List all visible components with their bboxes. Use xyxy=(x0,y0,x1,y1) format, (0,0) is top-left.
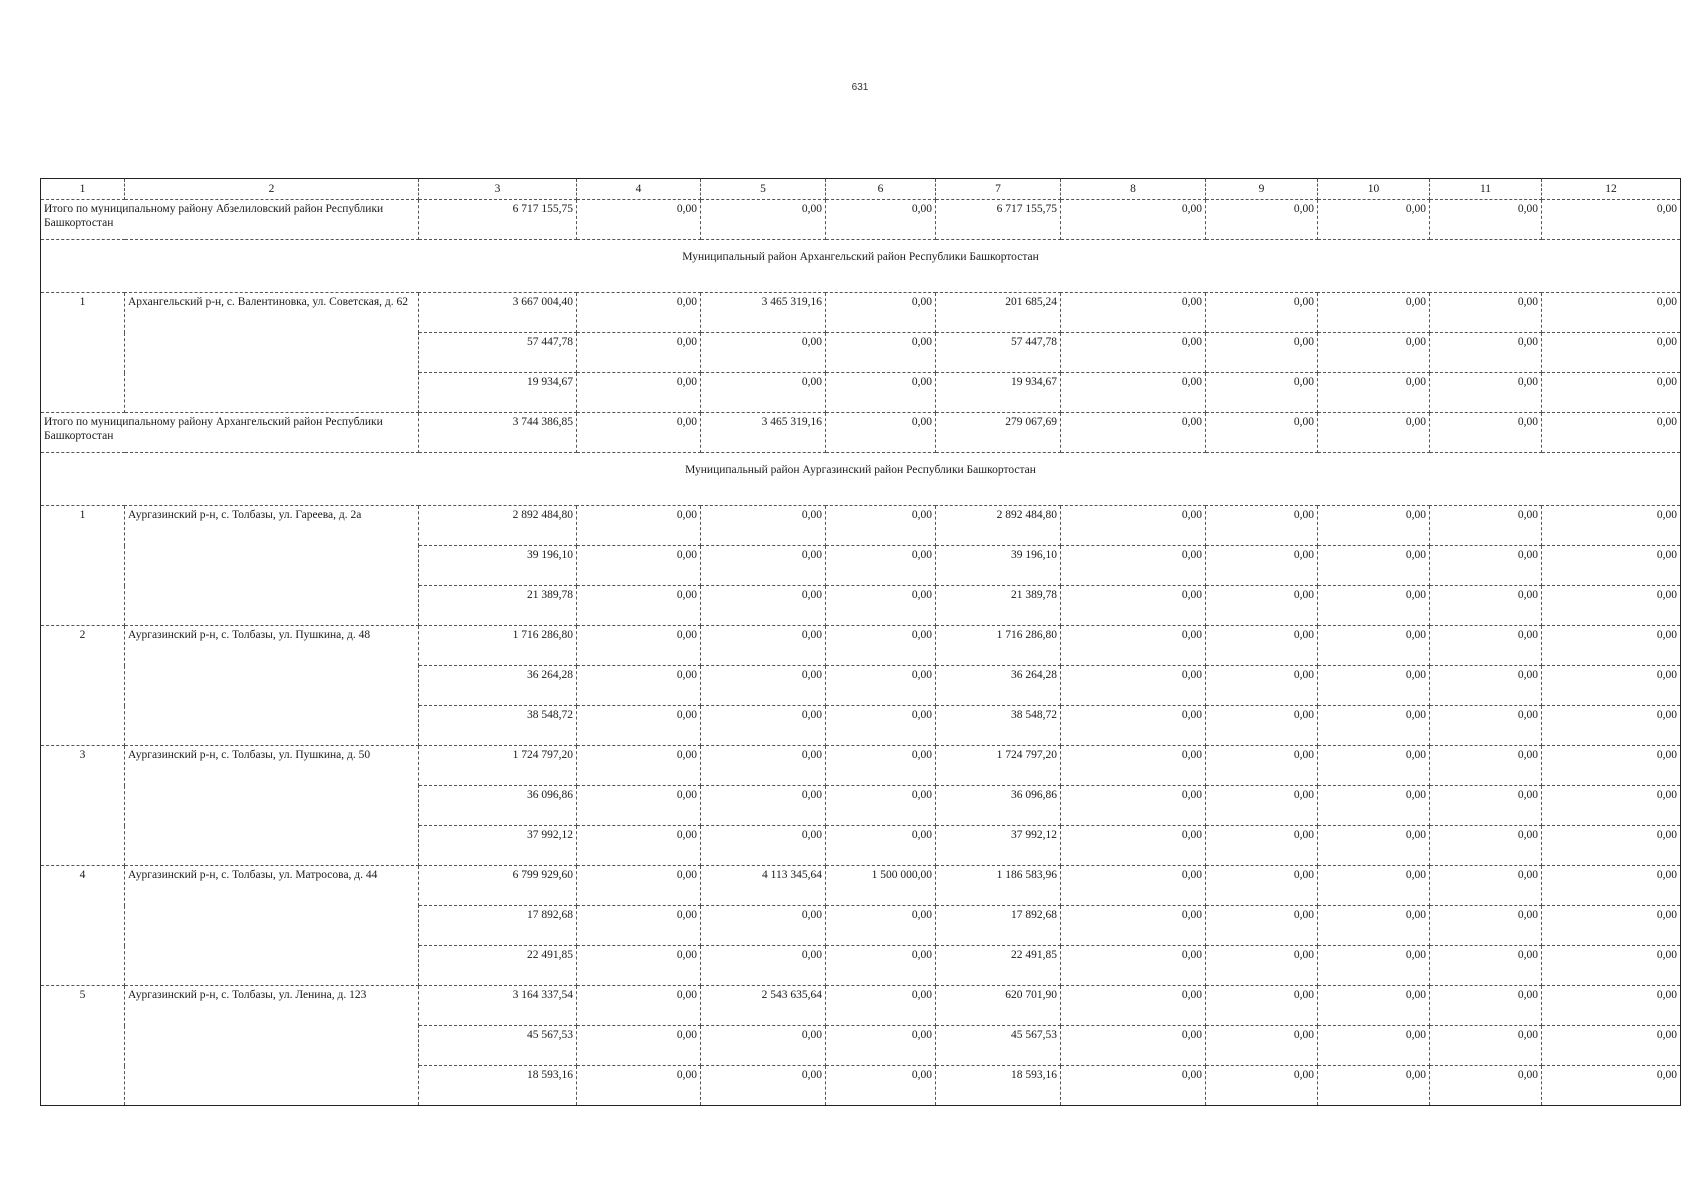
amount-cell: 0,00 xyxy=(1542,293,1681,333)
section-title: Муниципальный район Аургазинский район Республики Башкортостан xyxy=(41,453,1681,506)
column-header: 6 xyxy=(826,179,936,200)
amount-cell: 3 465 319,16 xyxy=(701,293,826,333)
amount-cell: 0,00 xyxy=(826,293,936,333)
row-index: 1 xyxy=(41,506,125,626)
amount-cell: 36 264,28 xyxy=(936,666,1061,706)
amount-cell: 2 892 484,80 xyxy=(419,506,577,546)
amount-cell: 57 447,78 xyxy=(419,333,577,373)
amount-cell: 0,00 xyxy=(1206,866,1318,906)
amount-cell: 0,00 xyxy=(701,546,826,586)
amount-cell: 0,00 xyxy=(1061,626,1206,666)
amount-cell: 0,00 xyxy=(577,200,701,240)
amount-cell: 0,00 xyxy=(1542,706,1681,746)
amount-cell: 0,00 xyxy=(577,293,701,333)
amount-cell: 19 934,67 xyxy=(936,373,1061,413)
row-index: 5 xyxy=(41,986,125,1106)
amount-cell: 0,00 xyxy=(826,413,936,453)
amount-cell: 0,00 xyxy=(1206,586,1318,626)
total-label: Итого по муниципальному району Архангельский район Республики Башкортостан xyxy=(41,413,419,453)
amount-cell: 0,00 xyxy=(1061,546,1206,586)
amount-cell: 0,00 xyxy=(701,906,826,946)
amount-cell: 37 992,12 xyxy=(419,826,577,866)
address-cell: Аургазинский р-н, с. Толбазы, ул. Матросова, д. 44 xyxy=(125,866,419,986)
total-row xyxy=(41,200,1681,240)
amount-cell: 0,00 xyxy=(577,986,701,1026)
amount-cell: 0,00 xyxy=(1206,906,1318,946)
amount-cell: 279 067,69 xyxy=(936,413,1061,453)
amount-cell: 0,00 xyxy=(826,546,936,586)
amount-cell: 0,00 xyxy=(1430,413,1542,453)
amount-cell: 17 892,68 xyxy=(419,906,577,946)
table-row xyxy=(41,293,1681,333)
amount-cell: 0,00 xyxy=(577,866,701,906)
amount-cell: 0,00 xyxy=(1206,946,1318,986)
total-label: Итого по муниципальному району Абзелиловский район Республики Башкортостан xyxy=(41,200,419,240)
amount-cell: 19 934,67 xyxy=(419,373,577,413)
amount-cell: 0,00 xyxy=(1542,746,1681,786)
amount-cell: 1 724 797,20 xyxy=(936,746,1061,786)
table-row xyxy=(41,986,1681,1026)
column-header: 5 xyxy=(701,179,826,200)
amount-cell: 0,00 xyxy=(1061,586,1206,626)
amount-cell: 0,00 xyxy=(577,1026,701,1066)
amount-cell: 0,00 xyxy=(1318,826,1430,866)
amount-cell: 0,00 xyxy=(577,786,701,826)
column-header: 12 xyxy=(1542,179,1681,200)
amount-cell: 0,00 xyxy=(826,626,936,666)
amount-cell: 0,00 xyxy=(1430,1026,1542,1066)
amount-cell: 0,00 xyxy=(1061,666,1206,706)
amount-cell: 36 096,86 xyxy=(419,786,577,826)
amount-cell: 0,00 xyxy=(1430,986,1542,1026)
amount-cell: 0,00 xyxy=(1542,413,1681,453)
amount-cell: 1 716 286,80 xyxy=(419,626,577,666)
column-header: 3 xyxy=(419,179,577,200)
amount-cell: 0,00 xyxy=(1318,626,1430,666)
amount-cell: 0,00 xyxy=(1206,1066,1318,1106)
amount-cell: 0,00 xyxy=(1430,666,1542,706)
amount-cell: 0,00 xyxy=(1061,373,1206,413)
amount-cell: 0,00 xyxy=(1318,1026,1430,1066)
amount-cell: 0,00 xyxy=(1542,333,1681,373)
amount-cell: 45 567,53 xyxy=(419,1026,577,1066)
amount-cell: 0,00 xyxy=(1206,373,1318,413)
amount-cell: 0,00 xyxy=(577,586,701,626)
amount-cell: 0,00 xyxy=(1430,506,1542,546)
amount-cell: 0,00 xyxy=(1542,1026,1681,1066)
section-row xyxy=(41,453,1681,506)
amount-cell: 0,00 xyxy=(701,706,826,746)
amount-cell: 0,00 xyxy=(826,1026,936,1066)
column-header: 1 xyxy=(41,179,125,200)
amount-cell: 0,00 xyxy=(826,333,936,373)
amount-cell: 0,00 xyxy=(1061,706,1206,746)
amount-cell: 0,00 xyxy=(1542,200,1681,240)
amount-cell: 0,00 xyxy=(826,706,936,746)
amount-cell: 22 491,85 xyxy=(419,946,577,986)
row-index: 1 xyxy=(41,293,125,413)
amount-cell: 39 196,10 xyxy=(419,546,577,586)
address-cell: Аургазинский р-н, с. Толбазы, ул. Ленина, д. 123 xyxy=(125,986,419,1106)
amount-cell: 0,00 xyxy=(1206,666,1318,706)
amount-cell: 0,00 xyxy=(577,413,701,453)
amount-cell: 0,00 xyxy=(1206,506,1318,546)
amount-cell: 0,00 xyxy=(1061,826,1206,866)
amount-cell: 0,00 xyxy=(577,906,701,946)
amount-cell: 0,00 xyxy=(1061,786,1206,826)
column-header: 8 xyxy=(1061,179,1206,200)
column-header: 7 xyxy=(936,179,1061,200)
amount-cell: 0,00 xyxy=(701,333,826,373)
address-cell: Архангельский р-н, с. Валентиновка, ул. Советская, д. 62 xyxy=(125,293,419,413)
page-number: 631 xyxy=(851,82,869,93)
data-table xyxy=(40,178,1681,1106)
amount-cell: 6 799 929,60 xyxy=(419,866,577,906)
amount-cell: 0,00 xyxy=(577,946,701,986)
amount-cell: 0,00 xyxy=(1430,586,1542,626)
amount-cell: 0,00 xyxy=(577,1066,701,1106)
amount-cell: 0,00 xyxy=(1542,946,1681,986)
address-cell: Аургазинский р-н, с. Толбазы, ул. Пушкина, д. 48 xyxy=(125,626,419,746)
amount-cell: 0,00 xyxy=(1430,706,1542,746)
amount-cell: 37 992,12 xyxy=(936,826,1061,866)
amount-cell: 57 447,78 xyxy=(936,333,1061,373)
amount-cell: 0,00 xyxy=(1206,986,1318,1026)
amount-cell: 17 892,68 xyxy=(936,906,1061,946)
amount-cell: 0,00 xyxy=(1542,546,1681,586)
amount-cell: 0,00 xyxy=(1542,866,1681,906)
column-header: 2 xyxy=(125,179,419,200)
section-title: Муниципальный район Архангельский район Республики Башкортостан xyxy=(41,240,1681,293)
amount-cell: 0,00 xyxy=(1318,866,1430,906)
amount-cell: 0,00 xyxy=(701,1026,826,1066)
amount-cell: 36 096,86 xyxy=(936,786,1061,826)
amount-cell: 0,00 xyxy=(1542,373,1681,413)
amount-cell: 0,00 xyxy=(1206,293,1318,333)
amount-cell: 0,00 xyxy=(826,200,936,240)
amount-cell: 620 701,90 xyxy=(936,986,1061,1026)
amount-cell: 0,00 xyxy=(1430,626,1542,666)
amount-cell: 0,00 xyxy=(826,506,936,546)
amount-cell: 0,00 xyxy=(1061,986,1206,1026)
amount-cell: 0,00 xyxy=(1430,546,1542,586)
amount-cell: 22 491,85 xyxy=(936,946,1061,986)
amount-cell: 0,00 xyxy=(1206,413,1318,453)
amount-cell: 0,00 xyxy=(1318,373,1430,413)
amount-cell: 0,00 xyxy=(1206,333,1318,373)
amount-cell: 0,00 xyxy=(577,706,701,746)
amount-cell: 0,00 xyxy=(826,826,936,866)
amount-cell: 0,00 xyxy=(826,906,936,946)
row-index: 4 xyxy=(41,866,125,986)
amount-cell: 3 667 004,40 xyxy=(419,293,577,333)
amount-cell: 3 744 386,85 xyxy=(419,413,577,453)
amount-cell: 38 548,72 xyxy=(936,706,1061,746)
amount-cell: 0,00 xyxy=(1430,333,1542,373)
amount-cell: 0,00 xyxy=(826,373,936,413)
amount-cell: 0,00 xyxy=(1061,413,1206,453)
amount-cell: 0,00 xyxy=(1206,1026,1318,1066)
amount-cell: 0,00 xyxy=(826,666,936,706)
amount-cell: 1 716 286,80 xyxy=(936,626,1061,666)
amount-cell: 0,00 xyxy=(1206,546,1318,586)
column-header: 10 xyxy=(1318,179,1430,200)
amount-cell: 0,00 xyxy=(1318,333,1430,373)
amount-cell: 0,00 xyxy=(701,786,826,826)
amount-cell: 0,00 xyxy=(1206,746,1318,786)
amount-cell: 0,00 xyxy=(1318,906,1430,946)
amount-cell: 0,00 xyxy=(577,333,701,373)
amount-cell: 18 593,16 xyxy=(419,1066,577,1106)
amount-cell: 0,00 xyxy=(1061,333,1206,373)
total-row xyxy=(41,413,1681,453)
amount-cell: 0,00 xyxy=(1542,786,1681,826)
amount-cell: 0,00 xyxy=(701,586,826,626)
table-row xyxy=(41,626,1681,666)
amount-cell: 0,00 xyxy=(1430,826,1542,866)
amount-cell: 0,00 xyxy=(1430,746,1542,786)
amount-cell: 0,00 xyxy=(1061,906,1206,946)
amount-cell: 0,00 xyxy=(577,826,701,866)
amount-cell: 1 186 583,96 xyxy=(936,866,1061,906)
table-row xyxy=(41,746,1681,786)
amount-cell: 0,00 xyxy=(1542,1066,1681,1106)
amount-cell: 0,00 xyxy=(1318,986,1430,1026)
amount-cell: 3 164 337,54 xyxy=(419,986,577,1026)
amount-cell: 0,00 xyxy=(1318,506,1430,546)
amount-cell: 0,00 xyxy=(577,666,701,706)
amount-cell: 0,00 xyxy=(1206,706,1318,746)
table-body xyxy=(41,179,1681,1106)
amount-cell: 0,00 xyxy=(1061,1026,1206,1066)
amount-cell: 0,00 xyxy=(1318,546,1430,586)
amount-cell: 45 567,53 xyxy=(936,1026,1061,1066)
amount-cell: 0,00 xyxy=(1061,1066,1206,1106)
amount-cell: 0,00 xyxy=(826,986,936,1026)
amount-cell: 0,00 xyxy=(1430,1066,1542,1106)
amount-cell: 2 543 635,64 xyxy=(701,986,826,1026)
address-cell: Аургазинский р-н, с. Толбазы, ул. Пушкина, д. 50 xyxy=(125,746,419,866)
amount-cell: 0,00 xyxy=(1542,666,1681,706)
amount-cell: 36 264,28 xyxy=(419,666,577,706)
amount-cell: 6 717 155,75 xyxy=(419,200,577,240)
amount-cell: 0,00 xyxy=(826,586,936,626)
amount-cell: 0,00 xyxy=(1206,200,1318,240)
amount-cell: 0,00 xyxy=(826,1066,936,1106)
amount-cell: 1 500 000,00 xyxy=(826,866,936,906)
column-header: 9 xyxy=(1206,179,1318,200)
amount-cell: 0,00 xyxy=(1542,586,1681,626)
amount-cell: 0,00 xyxy=(1318,666,1430,706)
amount-cell: 0,00 xyxy=(1318,946,1430,986)
amount-cell: 0,00 xyxy=(1542,826,1681,866)
amount-cell: 0,00 xyxy=(701,826,826,866)
amount-cell: 38 548,72 xyxy=(419,706,577,746)
amount-cell: 0,00 xyxy=(1318,1066,1430,1106)
amount-cell: 0,00 xyxy=(701,373,826,413)
amount-cell: 4 113 345,64 xyxy=(701,866,826,906)
amount-cell: 0,00 xyxy=(1430,906,1542,946)
amount-cell: 0,00 xyxy=(1542,626,1681,666)
amount-cell: 0,00 xyxy=(1061,200,1206,240)
amount-cell: 3 465 319,16 xyxy=(701,413,826,453)
amount-cell: 39 196,10 xyxy=(936,546,1061,586)
amount-cell: 0,00 xyxy=(701,666,826,706)
amount-cell: 0,00 xyxy=(577,546,701,586)
row-index: 3 xyxy=(41,746,125,866)
header-row xyxy=(41,179,1681,200)
amount-cell: 201 685,24 xyxy=(936,293,1061,333)
amount-cell: 0,00 xyxy=(701,746,826,786)
amount-cell: 0,00 xyxy=(1318,786,1430,826)
table-row xyxy=(41,866,1681,906)
amount-cell: 0,00 xyxy=(826,746,936,786)
amount-cell: 0,00 xyxy=(701,626,826,666)
amount-cell: 0,00 xyxy=(1430,946,1542,986)
amount-cell: 0,00 xyxy=(1318,746,1430,786)
amount-cell: 0,00 xyxy=(1542,986,1681,1026)
row-index: 2 xyxy=(41,626,125,746)
amount-cell: 21 389,78 xyxy=(419,586,577,626)
amount-cell: 0,00 xyxy=(1430,866,1542,906)
amount-cell: 0,00 xyxy=(1318,413,1430,453)
amount-cell: 0,00 xyxy=(1206,786,1318,826)
amount-cell: 21 389,78 xyxy=(936,586,1061,626)
amount-cell: 0,00 xyxy=(1061,506,1206,546)
table-row xyxy=(41,506,1681,546)
amount-cell: 0,00 xyxy=(1542,906,1681,946)
column-header: 11 xyxy=(1430,179,1542,200)
amount-cell: 0,00 xyxy=(577,373,701,413)
amount-cell: 0,00 xyxy=(1318,586,1430,626)
amount-cell: 0,00 xyxy=(701,506,826,546)
amount-cell: 0,00 xyxy=(1542,506,1681,546)
amount-cell: 0,00 xyxy=(1318,200,1430,240)
amount-cell: 0,00 xyxy=(1061,293,1206,333)
amount-cell: 0,00 xyxy=(577,626,701,666)
amount-cell: 2 892 484,80 xyxy=(936,506,1061,546)
amount-cell: 0,00 xyxy=(577,506,701,546)
amount-cell: 0,00 xyxy=(701,1066,826,1106)
amount-cell: 0,00 xyxy=(1061,746,1206,786)
amount-cell: 0,00 xyxy=(701,200,826,240)
amount-cell: 0,00 xyxy=(701,946,826,986)
amount-cell: 0,00 xyxy=(1318,706,1430,746)
amount-cell: 18 593,16 xyxy=(936,1066,1061,1106)
amount-cell: 0,00 xyxy=(1061,866,1206,906)
amount-cell: 0,00 xyxy=(1430,373,1542,413)
amount-cell: 0,00 xyxy=(1430,786,1542,826)
section-row xyxy=(41,240,1681,293)
column-header: 4 xyxy=(577,179,701,200)
amount-cell: 0,00 xyxy=(577,746,701,786)
amount-cell: 0,00 xyxy=(1430,293,1542,333)
amount-cell: 0,00 xyxy=(1061,946,1206,986)
amount-cell: 1 724 797,20 xyxy=(419,746,577,786)
amount-cell: 0,00 xyxy=(1206,826,1318,866)
address-cell: Аургазинский р-н, с. Толбазы, ул. Гареева, д. 2а xyxy=(125,506,419,626)
amount-cell: 0,00 xyxy=(1318,293,1430,333)
amount-cell: 0,00 xyxy=(1430,200,1542,240)
amount-cell: 0,00 xyxy=(826,786,936,826)
amount-cell: 0,00 xyxy=(826,946,936,986)
amount-cell: 0,00 xyxy=(1206,626,1318,666)
amount-cell: 6 717 155,75 xyxy=(936,200,1061,240)
